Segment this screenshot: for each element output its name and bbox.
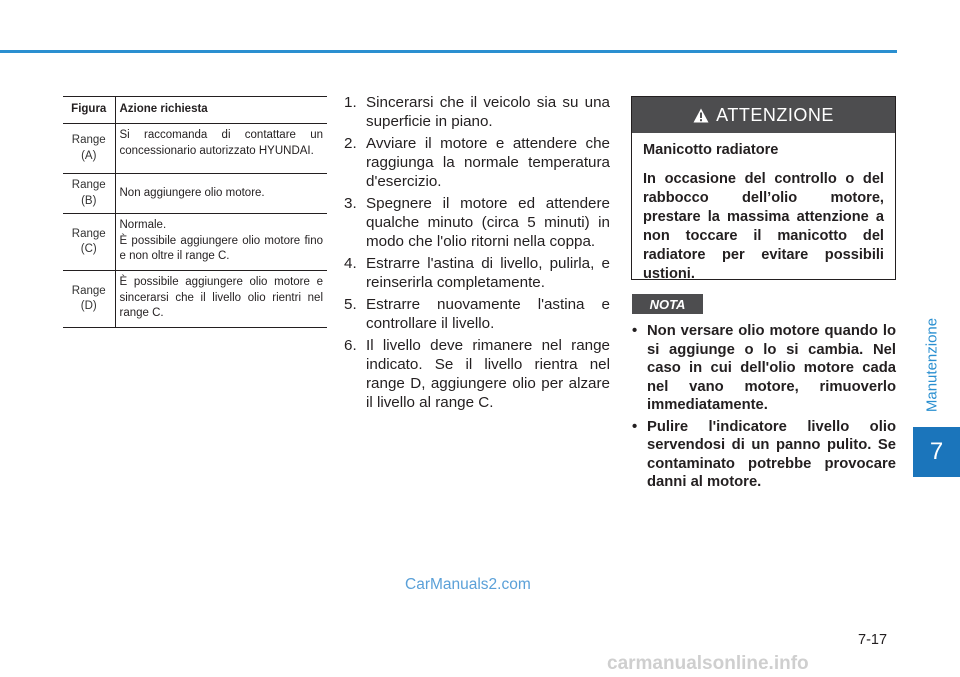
warning-message: In occasione del controllo o del rabbocco dell’olio motore, prestare la massima attenzione a non toccare il manicotto del radiatore per evitare possibili ustioni. (643, 171, 884, 282)
bullet-icon: • (632, 418, 638, 435)
step-item (344, 93, 610, 131)
action-cell (115, 214, 327, 271)
table-header-figure: Figura (63, 97, 115, 124)
action-line: È possibile aggiungere olio motore fino e non oltre il range C. (119, 234, 323, 263)
step-text: Estrarre nuovamente l'astina e controllare il livello. (366, 296, 610, 332)
footer-watermark: carmanualsonline.info (607, 653, 809, 674)
warning-subtitle: Manicotto radiatore (643, 142, 779, 158)
note-text: Pulire l'indicatore livello olio servendosi di un panno pulito. Se contaminato potrebbe provocare danni al motore. (647, 418, 896, 490)
oil-level-range-table (63, 96, 327, 328)
range-cell: Range (C) (63, 214, 115, 271)
note-label: NOTA (632, 294, 703, 314)
warning-triangle-icon (693, 108, 709, 123)
step-item (344, 254, 610, 292)
step-item (344, 295, 610, 333)
warning-box (631, 96, 896, 280)
step-number: 1. (344, 94, 357, 111)
note-text: Non versare olio motore quando lo si aggiunge o lo si cambia. Nel caso in cui dell'olio motore cada nel vano motore, rimuoverlo immediatamente. (647, 323, 896, 413)
step-item (344, 134, 610, 191)
action-line: Normale. (119, 219, 167, 232)
step-text: Avviare il motore e attendere che raggiunga la normale temperatura d'esercizio. (366, 135, 610, 190)
step-number: 3. (344, 195, 357, 212)
warning-header (632, 97, 895, 133)
chapter-side-label (918, 300, 946, 430)
range-cell: Range (B) (63, 174, 115, 214)
page-number: 7-17 (858, 632, 888, 648)
chapter-title: Manutenzione (923, 317, 941, 413)
chapter-number-tab: 7 (913, 427, 960, 477)
step-text: Il livello deve rimanere nel range indicato. Se il livello rientra nel range D, aggiungere olio per alzare il livello al range C. (366, 337, 610, 411)
step-item (344, 336, 610, 412)
step-number: 2. (344, 135, 357, 152)
step-item (344, 194, 610, 251)
header-rule (0, 50, 897, 53)
action-cell: Si raccomanda di contattare un concessionario autorizzato HYUNDAI. (115, 124, 327, 174)
step-text: Spegnere il motore ed attendere qualche minuto (circa 5 minuti) in modo che l'olio ritorni nella coppa. (366, 195, 610, 250)
step-text: Estrarre l'astina di livello, pulirla, e reinserirla completamente. (366, 255, 610, 291)
action-cell: Non aggiungere olio motore. (115, 174, 327, 214)
range-cell: Range (D) (63, 271, 115, 328)
warning-title: ATTENZIONE (716, 104, 834, 125)
action-cell: È possibile aggiungere olio motore e sincerarsi che il livello olio rientri nel range C. (115, 271, 327, 328)
procedure-steps (344, 93, 610, 415)
step-number: 4. (344, 255, 357, 272)
table-header-action: Azione richiesta (115, 97, 327, 124)
step-text: Sincerarsi che il veicolo sia su una superficie in piano. (366, 94, 610, 130)
table-row (63, 271, 327, 328)
watermark-link[interactable]: CarManuals2.com (405, 576, 531, 593)
list-item (632, 418, 896, 492)
step-number: 6. (344, 337, 357, 354)
table-row (63, 124, 327, 174)
table-row (63, 174, 327, 214)
warning-body (632, 133, 895, 292)
note-list (632, 322, 896, 495)
bullet-icon: • (632, 323, 638, 339)
range-cell: Range (A) (63, 124, 115, 174)
table-row (63, 214, 327, 271)
step-number: 5. (344, 296, 357, 313)
list-item (632, 322, 896, 415)
